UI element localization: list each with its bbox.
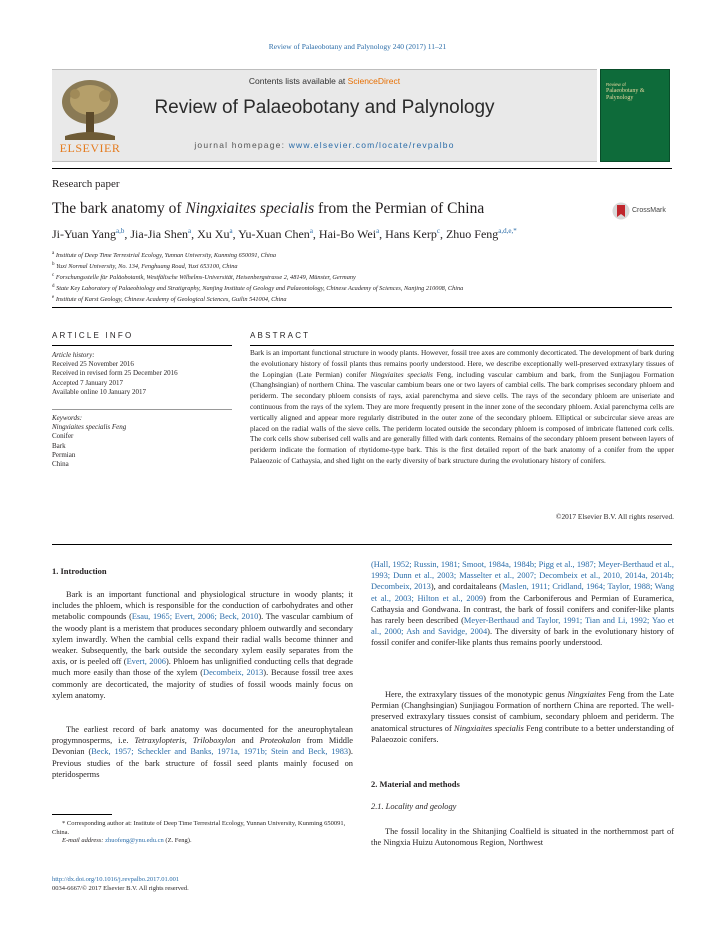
author[interactable] [130, 227, 191, 241]
author[interactable] [319, 227, 379, 241]
citation-link[interactable]: Decombeix, 2013 [203, 668, 264, 678]
author-affiliation-marker[interactable]: a [376, 227, 380, 235]
intro-paragraph-2 [52, 724, 353, 780]
affiliation-rule [52, 307, 672, 308]
cover-small-text: Review of [606, 82, 626, 87]
keyword: China [52, 460, 69, 469]
author-affiliation-marker[interactable]: c [436, 227, 440, 235]
affiliation [52, 251, 276, 259]
locality-paragraph: The fossil locality in the Shitanjing Coalfield is situated in the northernmost part of the Ningxia Huizu Autonomous Region, Northwest [371, 827, 674, 848]
author-name: Jia-Jia Shen [130, 227, 189, 241]
author[interactable] [197, 227, 232, 241]
text: ). Previous studies of the bark structure of fossil seed plants mainly focused on pteridosperms [52, 747, 353, 779]
author-list: Ji-Yuan Yang$^{a,b}$, Jia-Jia Shen$^a$, Xu Xu$^a$, Yu-Xuan Chen$^a$, Hai-Bo Wei$^a$, Hans Kerp$^c$, Zhuo Feng$^{a,d,e,*}$ [52, 227, 517, 241]
intro-paragraph-2-cont [371, 559, 674, 649]
author-affiliation-marker[interactable]: a [309, 227, 313, 235]
footnote-rule [52, 814, 112, 815]
author-name: Zhuo Feng [445, 227, 499, 241]
keywords [52, 414, 237, 469]
citation-link[interactable]: Esau, 1965; Evert, 2006; Beck, 2010 [131, 612, 259, 622]
text: ), and cordaitaleans ( [430, 582, 503, 592]
article-info-heading: ARTICLE INFO [52, 331, 134, 340]
taxon: Triloboxylon [192, 736, 236, 746]
history-online: Available online 10 January 2017 [52, 387, 146, 396]
email-label: E-mail address: [62, 837, 106, 845]
abstract-copyright: ©2017 Elsevier B.V. All rights reserved. [555, 512, 674, 521]
text: and [235, 736, 260, 746]
text: ) from the Carboniferous and Permian of Euramerica, Cathaysia and Gondwana. In contrast, the bark of fossil conifers and conifer-like plants has rarely been described ( [371, 593, 674, 626]
citation-link[interactable]: Evert, 2006 [126, 657, 166, 667]
keywords-label: Keywords: [52, 414, 83, 422]
keyword: Permian [52, 450, 76, 459]
abstract-rule [250, 345, 674, 346]
citation-link[interactable]: (Hall, 1952; Russin, 1981; Smoot, 1984a, 1984b; Pigg et al., 1987; Meyer-Berthaud et al., 1993; Dunn et al., 2003; Masselter et al., 2007; Decombeix et al., 2010, 2014a, 2014b; Decombeix, 2013 [371, 560, 674, 592]
text: ). The diversity of bark in the evolutionary history of fossil conifer and conifer-like plants thus remains poorly understood. [371, 627, 674, 648]
journal-title: Review of Palaeobotany and Palynology [154, 97, 495, 118]
homepage-link[interactable]: www.elsevier.com/locate/revpalbo [288, 140, 455, 150]
affiliation-marker: a [52, 251, 55, 256]
text: Feng contribute to a better understanding of Palaeozoic conifers. [371, 723, 674, 744]
affiliation [52, 273, 356, 281]
affiliation-text: Yuxi Normal University, No. 134, Fenghuang Road, Yuxi 653100, China [56, 263, 238, 271]
author-name: Yu-Xuan Chen [238, 227, 310, 241]
text: Feng from the Late Permian (Changhsingian) Sunjiagou Formation of northern China are reported. The well-preserved extraxylary tissues consist of cambium, secondary phloem and periderm. The anatomical structures of [371, 690, 675, 733]
text: , [184, 736, 193, 746]
author-name: Hans Kerp [385, 227, 437, 241]
email-line [52, 837, 362, 846]
body-rule [52, 544, 672, 545]
affiliation-marker: b [52, 262, 55, 267]
text: ). Because fossil tree axes commonly are decorticated, the majority of studies of fossil woods mainly focus on xylem anatomy. [52, 668, 353, 700]
crossmark-label[interactable]: CrossMark [632, 207, 666, 214]
footnote [52, 820, 362, 846]
affiliation [52, 262, 238, 270]
publisher-logo-text: ELSEVIER [59, 141, 121, 155]
author-affiliation-marker[interactable]: a [229, 227, 233, 235]
article-history [52, 351, 237, 397]
text: Here, the extraxylary tissues of the monotypic genus [385, 690, 568, 699]
text: The earliest record of bark anatomy was documented for the aneurophytalean progymnosperms, i.e. [52, 725, 353, 746]
section-heading-introduction: 1. Introduction [52, 566, 107, 576]
author-name: Xu Xu [197, 227, 230, 241]
author[interactable] [385, 227, 440, 241]
abstract-part: Bark is an important functional structure in woody plants. However, fossil tree axes are commonly decorticated. The development of bark during the evolutionary history of fossil plants thus remains poorly understood. Here, we describe exceptionally well-preserved extraxylary tissues of the Lopingian (Late Permian) conifer [250, 348, 674, 379]
abstract-species: Ningxiaites specialis [370, 369, 433, 379]
header-rule [52, 168, 672, 169]
subsection-heading-locality: 2.1. Locality and geology [371, 802, 457, 811]
affiliation-marker: d [52, 284, 55, 289]
text: Bark is an important functional and physiological structure in woody plants; it includes the phloem, which is responsible for the conduction of carbohydrates and other metabolic compounds ( [52, 590, 353, 622]
keyword: Bark [52, 441, 66, 450]
history-accepted: Accepted 7 January 2017 [52, 378, 123, 387]
article-title [52, 200, 484, 218]
issn-copyright: 0034-6667/© 2017 Elsevier B.V. All rights reserved. [52, 885, 189, 892]
taxon: Ningxiaites [567, 690, 606, 699]
author[interactable] [52, 227, 124, 241]
history-revised: Received in revised form 25 December 2016 [52, 369, 178, 378]
taxon: Tetraxylopteris [134, 736, 185, 746]
sciencedirect-link[interactable]: ScienceDirect [347, 76, 401, 86]
homepage-prefix: journal homepage: [194, 140, 289, 150]
author-affiliation-marker[interactable]: a,d,e,* [498, 227, 517, 235]
author-affiliation-marker[interactable]: a [188, 227, 192, 235]
affiliation-marker: c [52, 273, 55, 278]
affiliation-text: Institute of Karst Geology, Chinese Academy of Geological Sciences, Guilin 541004, China [55, 296, 287, 304]
cover-title: Palaeobotany & Palynology [606, 88, 645, 101]
history-received: Received 25 November 2016 [52, 360, 134, 369]
title-post: from the Permian of China [314, 200, 485, 217]
crossmark-icon[interactable] [612, 200, 630, 222]
article-type: Research paper [52, 178, 120, 190]
corresponding-author: * Corresponding author at: Institute of Deep Time Terrestrial Ecology, Yunnan University, Kunming 650091, China. [52, 820, 346, 836]
author-affiliation-marker[interactable]: a,b [116, 227, 125, 235]
affiliation [52, 284, 463, 292]
keyword: Conifer [52, 432, 74, 441]
author-name: Ji-Yuan Yang [52, 227, 117, 241]
journal-reference[interactable]: Review of Palaeobotany and Palynology 240 (2017) 11–21 [268, 42, 447, 51]
author-name: Hai-Bo Wei [318, 227, 377, 241]
affiliation-text: State Key Laboratory of Palaeobiology and Stratigraphy, Nanjing Institute of Geology and Palaeontology, Chinese Academy of Sciences, Nanjing 210008, China [56, 285, 464, 293]
text: ). Phloem has unlignified conducting cells that degrade much more easily than those of the xylem ( [52, 657, 354, 678]
keyword: Ningxiaites specialis Feng [52, 423, 127, 432]
email-link[interactable]: zhuofeng@ynu.edu.cn [105, 837, 164, 845]
intro-paragraph-3 [371, 689, 674, 745]
citation-link[interactable]: Beck, 1957; Scheckler and Banks, 1971a, 1971b; Stein and Beck, 1983 [91, 747, 349, 757]
text: from Middle Devonian ( [52, 736, 354, 757]
abstract-part: Feng, including vascular cambium and bark, from the Sunjiagou Formation (Changhsingian) of northern China. The vascular cambium bears one or two layers of cambial cells. The bark comprises secondary phloem and periderm. The secondary phloem consists of rays, axial parenchyma and sieve cells. The rays of the secondary phloem are uniseriate and continuous from the rays of the xylem. They are more frequently present in the inner zone of the secondary phloem. Axial parenchyma cells are vertically aligned and appear more regularly distributed in the outer zone of the secondary phloem. Elliptical or subcircular sieve areas are placed on the radial walls of the sieve cells. The periderm located outside the secondary phloem is composed of imbricate flattened cork cells. The cork cells show suberised cell walls and are generally filled with dark contents. Remains of the secondary phloem present between layers of periderm indicate the formation of rhytidome-type bark. This is the first detailed report of the bark anatomy of a conifer from the upper Palaeozoic of Cathaysia, and shed light on the early diversity of bark structure during the evolutionary history of conifers. [250, 369, 674, 465]
author[interactable] [446, 227, 517, 241]
keywords-rule [52, 409, 232, 410]
email-suffix: (Z. Feng). [163, 837, 192, 845]
history-label: Article history: [52, 351, 95, 359]
taxon: Ningxiaites specialis [454, 723, 524, 733]
affiliation-text: Institute of Deep Time Terrestrial Ecology, Yunnan University, Kunming 650091, China [55, 252, 277, 260]
intro-paragraph-1 [52, 589, 353, 701]
affiliation [52, 295, 287, 303]
journal-homepage [52, 140, 597, 150]
affiliation-text: Forschungsstelle für Paläobotanik, Westfälische Wilhelms-Universität, Heisenbergstrasse 2, 48149, Münster, Germany [55, 274, 356, 282]
abstract-text [250, 348, 674, 467]
taxon: Proteokalon [259, 736, 301, 746]
contents-available [52, 76, 597, 86]
article-info-rule [52, 345, 232, 346]
title-pre: The bark anatomy of [52, 200, 186, 217]
doi-link[interactable]: http://dx.doi.org/10.1016/j.revpalbo.2017.01.001 [52, 876, 180, 883]
text: ). The vascular cambium of the woody plant is a meristem that produces secondary phloem outwardly and secondary xylem inwardly. When the cambial cells expand their radial walls become thinner and weaker. Subsequently, the bark outside the secondary xylem easily separates from the axis, or is peeled off ( [52, 612, 353, 667]
affiliation-marker: e [52, 295, 55, 300]
citation-link[interactable]: Meyer-Berthaud and Taylor, 1991; Tian and Li, 1992; Yao et al., 2000; Ash and Savidge, 2004 [371, 616, 674, 637]
contents-prefix: Contents lists available at [248, 76, 348, 86]
section-heading-material-methods: 2. Material and methods [371, 779, 460, 789]
author[interactable] [238, 227, 313, 241]
title-species: Ningxiaites specialis [185, 200, 315, 217]
abstract-heading: ABSTRACT [250, 331, 311, 340]
citation-link[interactable]: Maslen, 1911; Cridland, 1964; Taylor, 1988; Wang et al., 2003; Hilton et al., 2009 [371, 582, 675, 603]
